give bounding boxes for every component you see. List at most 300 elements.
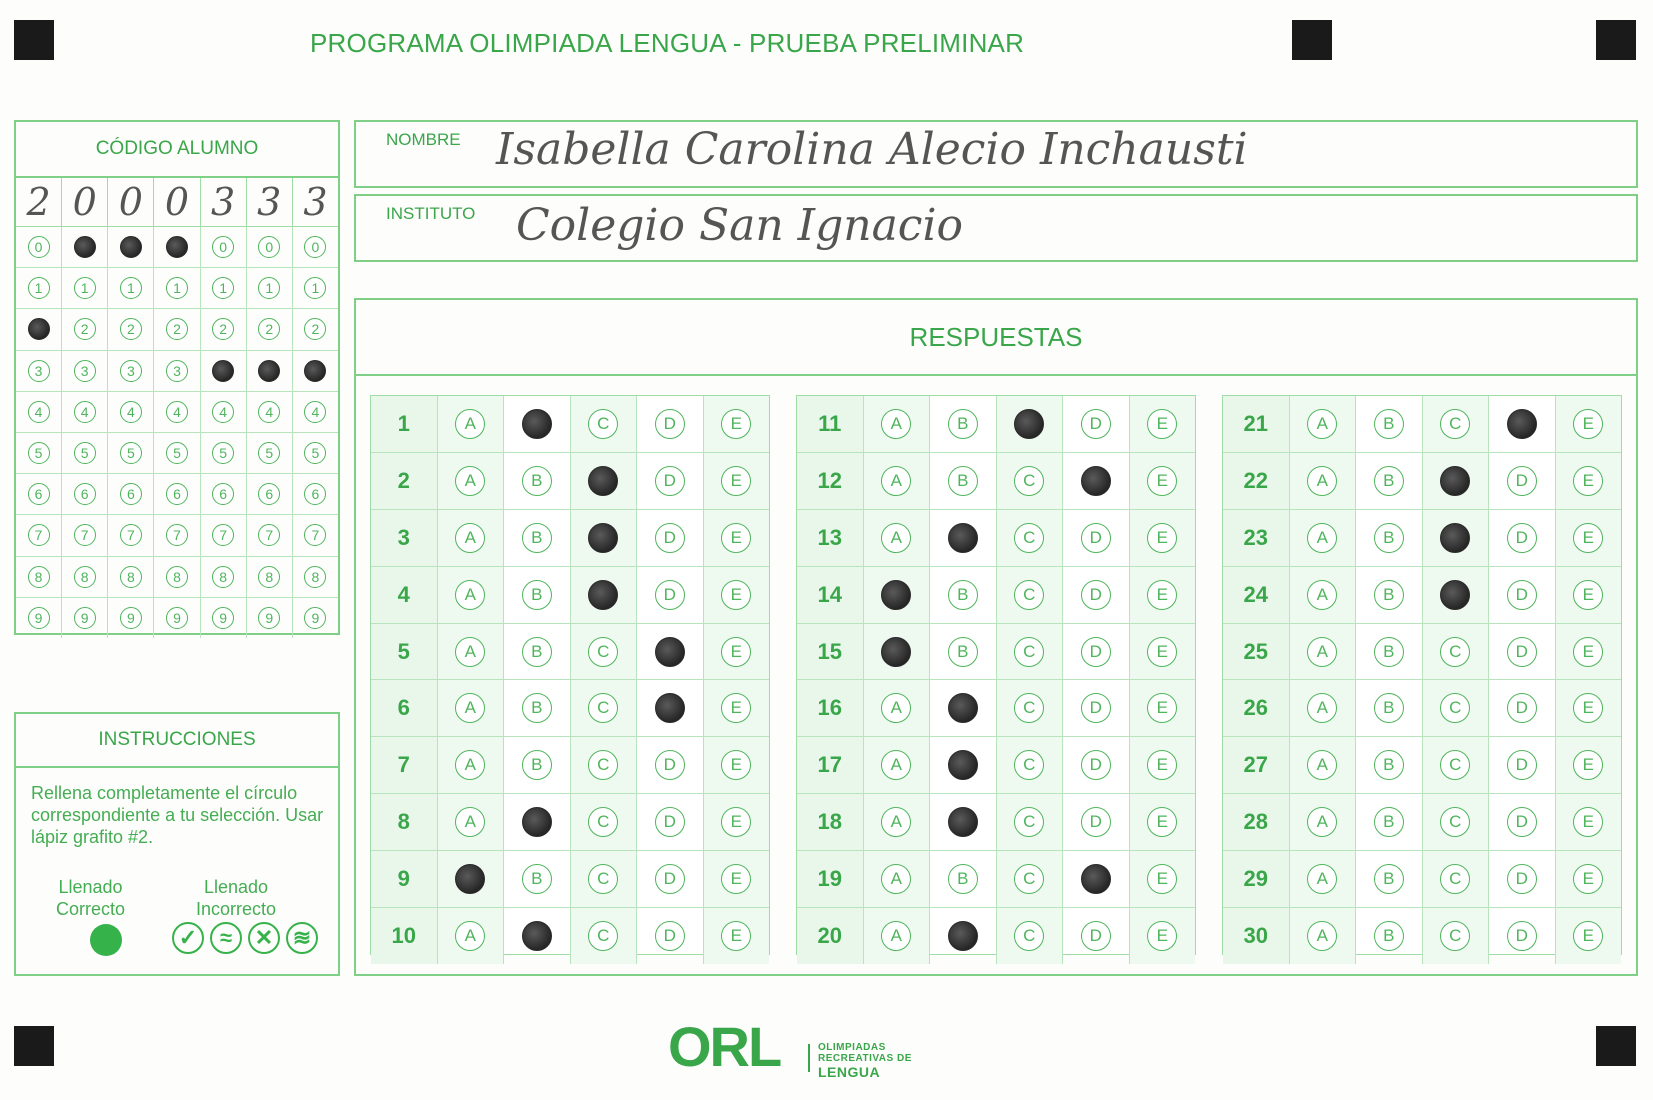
answer-option-bubble[interactable]: B [522, 466, 552, 496]
answer-option-cell [1423, 851, 1490, 907]
answer-option-cell [637, 737, 704, 793]
answer-option-bubble[interactable]: B [522, 750, 552, 780]
answer-option-bubble[interactable]: C [1014, 580, 1044, 610]
student-code-digit-bubble[interactable]: 8 [166, 566, 188, 588]
answer-option-bubble[interactable]: E [721, 807, 751, 837]
answer-option-bubble[interactable]: E [1573, 466, 1603, 496]
student-code-digit-bubble[interactable]: 3 [74, 360, 96, 382]
answer-option-bubble[interactable]: A [881, 750, 911, 780]
institute-field[interactable] [354, 194, 1638, 262]
answer-option-cell [864, 680, 931, 736]
student-code-digit-bubble[interactable]: 6 [304, 483, 326, 505]
student-code-digit-cell [201, 351, 247, 391]
answer-option-bubble[interactable] [1014, 409, 1044, 439]
student-code-digit-bubble[interactable]: 5 [258, 442, 280, 464]
answer-option-bubble[interactable] [881, 580, 911, 610]
answer-option-bubble[interactable] [948, 807, 978, 837]
answer-row [371, 510, 769, 567]
answer-option-bubble[interactable]: D [655, 807, 685, 837]
answer-option-bubble[interactable]: E [1573, 523, 1603, 553]
answer-option-bubble[interactable]: D [1507, 693, 1537, 723]
answer-option-bubble[interactable]: E [1573, 921, 1603, 951]
answer-option-bubble[interactable]: E [721, 523, 751, 553]
student-code-digit-row [16, 598, 338, 638]
student-code-digit-bubble[interactable]: 5 [212, 442, 234, 464]
answer-option-bubble[interactable]: A [881, 921, 911, 951]
student-code-digit-row [16, 268, 338, 309]
answer-option-cell [1063, 510, 1130, 566]
answer-option-cell [1356, 680, 1423, 736]
student-code-digit-bubble[interactable]: 9 [258, 607, 280, 629]
answer-option-cell [637, 453, 704, 509]
answer-option-cell [1556, 453, 1622, 509]
answer-option-bubble[interactable]: B [948, 864, 978, 894]
answer-option-bubble[interactable]: E [721, 409, 751, 439]
student-code-digit-bubble[interactable]: 8 [28, 566, 50, 588]
student-code-digit-bubble[interactable]: 5 [120, 442, 142, 464]
answer-option-bubble[interactable]: D [655, 523, 685, 553]
answer-option-bubble[interactable]: A [1307, 864, 1337, 894]
answer-option-bubble[interactable]: B [1374, 693, 1404, 723]
student-code-digit-bubble[interactable]: 5 [304, 442, 326, 464]
student-code-digit-bubble[interactable]: 0 [212, 236, 234, 258]
answer-option-bubble[interactable]: D [655, 466, 685, 496]
answer-option-bubble[interactable]: B [522, 580, 552, 610]
student-code-digit-cell [154, 433, 200, 473]
answer-option-bubble[interactable]: E [1147, 409, 1177, 439]
student-code-digit-bubble[interactable]: 9 [74, 607, 96, 629]
student-code-digit-bubble[interactable]: 2 [212, 318, 234, 340]
answer-option-bubble[interactable]: E [721, 580, 751, 610]
answer-option-bubble[interactable]: B [1374, 409, 1404, 439]
student-code-digit-bubble[interactable]: 7 [166, 524, 188, 546]
answer-option-cell [438, 510, 505, 566]
answer-row [797, 794, 1195, 851]
answer-option-bubble[interactable] [655, 637, 685, 667]
answer-option-bubble[interactable]: B [1374, 750, 1404, 780]
answer-option-bubble[interactable]: E [721, 693, 751, 723]
student-code-digit-bubble[interactable]: 2 [166, 318, 188, 340]
student-code-digit-bubble[interactable]: 4 [166, 401, 188, 423]
answer-option-bubble[interactable]: E [721, 750, 751, 780]
answer-option-bubble[interactable]: A [1307, 637, 1337, 667]
instructions-header: INSTRUCCIONES [16, 714, 338, 768]
student-code-digit-bubble[interactable]: 5 [74, 442, 96, 464]
answer-option-bubble[interactable]: A [1307, 580, 1337, 610]
answer-option-bubble[interactable]: A [455, 466, 485, 496]
answer-option-bubble[interactable]: E [1147, 864, 1177, 894]
student-code-digit-bubble[interactable]: 0 [28, 236, 50, 258]
student-code-digit-bubble[interactable]: 7 [28, 524, 50, 546]
question-number: 19 [797, 851, 864, 907]
answer-option-bubble[interactable]: D [1507, 466, 1537, 496]
answer-option-cell [1130, 737, 1196, 793]
answer-option-bubble[interactable]: A [881, 409, 911, 439]
answer-option-bubble[interactable]: C [1440, 750, 1470, 780]
answer-option-bubble[interactable]: D [1507, 580, 1537, 610]
orl-logo-line1: OLIMPIADAS [818, 1042, 886, 1053]
answer-option-bubble[interactable]: A [881, 466, 911, 496]
answer-option-bubble[interactable]: A [455, 580, 485, 610]
answer-option-bubble[interactable]: E [1147, 807, 1177, 837]
name-field[interactable] [354, 120, 1638, 188]
student-code-digit-cell [154, 309, 200, 349]
answer-option-bubble[interactable]: E [1147, 921, 1177, 951]
answer-option-bubble[interactable]: E [1147, 523, 1177, 553]
student-code-digit-bubble[interactable]: 3 [166, 360, 188, 382]
answer-option-bubble[interactable]: C [1014, 637, 1044, 667]
answer-option-cell [504, 794, 571, 850]
correct-fill-example-icon [90, 924, 122, 956]
correct-fill-label [56, 876, 125, 920]
answer-option-bubble[interactable]: C [588, 807, 618, 837]
answer-option-bubble[interactable]: B [1374, 580, 1404, 610]
student-code-digit-cell [201, 474, 247, 514]
answer-option-bubble[interactable] [948, 693, 978, 723]
answer-option-bubble[interactable]: E [721, 864, 751, 894]
question-number: 25 [1223, 624, 1290, 680]
answer-option-bubble[interactable]: E [721, 466, 751, 496]
student-code-digit-cell [247, 309, 293, 349]
answer-option-bubble[interactable]: D [1081, 580, 1111, 610]
question-number: 29 [1223, 851, 1290, 907]
student-code-digit-bubble[interactable]: 5 [28, 442, 50, 464]
answer-option-bubble[interactable]: E [1147, 466, 1177, 496]
answer-row [797, 680, 1195, 737]
answer-option-cell [864, 624, 931, 680]
answer-option-bubble[interactable]: E [1147, 637, 1177, 667]
answer-option-bubble[interactable]: B [522, 864, 552, 894]
answer-option-bubble[interactable] [655, 693, 685, 723]
answer-option-bubble[interactable]: B [1374, 523, 1404, 553]
student-code-digit-bubble[interactable]: 4 [304, 401, 326, 423]
answer-option-bubble[interactable]: D [1507, 523, 1537, 553]
student-code-digit-bubble[interactable]: 1 [304, 277, 326, 299]
answer-option-bubble[interactable]: B [1374, 466, 1404, 496]
answer-option-bubble[interactable]: A [455, 637, 485, 667]
student-code-digit-bubble[interactable]: 8 [304, 566, 326, 588]
student-code-digit-bubble[interactable]: 4 [74, 401, 96, 423]
student-code-digit-bubble[interactable]: 1 [120, 277, 142, 299]
answer-option-cell [438, 680, 505, 736]
answer-option-bubble[interactable]: E [1573, 637, 1603, 667]
student-code-digit-cell [293, 392, 338, 432]
student-code-digit-bubble[interactable]: 2 [74, 318, 96, 340]
answer-row [797, 510, 1195, 567]
answer-option-bubble[interactable]: A [881, 693, 911, 723]
student-code-digit-bubble[interactable]: 8 [258, 566, 280, 588]
answer-option-bubble[interactable] [1440, 466, 1470, 496]
answer-option-cell [704, 453, 770, 509]
question-number: 24 [1223, 567, 1290, 623]
answer-option-bubble[interactable] [1507, 409, 1537, 439]
answer-option-cell [438, 396, 505, 452]
student-code-digit-bubble[interactable]: 2 [304, 318, 326, 340]
student-code-digit-bubble[interactable]: 8 [120, 566, 142, 588]
answer-option-bubble[interactable]: B [948, 466, 978, 496]
student-code-digit-bubble[interactable] [212, 360, 234, 382]
answer-option-cell [997, 624, 1064, 680]
student-code-digit-bubble[interactable]: 1 [28, 277, 50, 299]
answer-option-cell [1423, 908, 1490, 964]
correct-fill-label-line2: Correcto [56, 899, 126, 919]
student-code-digit-bubble[interactable]: 6 [212, 483, 234, 505]
student-code-digit-bubble[interactable]: 7 [212, 524, 234, 546]
answer-option-bubble[interactable]: A [881, 807, 911, 837]
answer-option-bubble[interactable]: D [1081, 807, 1111, 837]
student-code-digit-bubble[interactable]: 9 [28, 607, 50, 629]
answer-option-bubble[interactable]: C [1014, 864, 1044, 894]
answer-option-bubble[interactable]: A [1307, 466, 1337, 496]
answer-option-bubble[interactable]: E [1573, 750, 1603, 780]
answer-option-bubble[interactable]: A [881, 864, 911, 894]
student-code-digit-bubble[interactable]: 9 [166, 607, 188, 629]
student-code-digit-bubble[interactable]: 3 [120, 360, 142, 382]
answer-option-bubble[interactable]: E [1147, 750, 1177, 780]
answer-option-bubble[interactable]: B [948, 409, 978, 439]
student-code-digit-bubble[interactable]: 6 [28, 483, 50, 505]
answer-option-bubble[interactable]: A [455, 523, 485, 553]
answer-option-bubble[interactable]: A [881, 523, 911, 553]
answer-option-bubble[interactable]: B [1374, 864, 1404, 894]
answer-option-bubble[interactable]: C [1440, 409, 1470, 439]
answer-option-bubble[interactable]: A [1307, 807, 1337, 837]
student-code-digit-cell [62, 433, 108, 473]
student-code-digit-bubble[interactable]: 7 [120, 524, 142, 546]
answer-option-bubble[interactable] [588, 580, 618, 610]
student-code-digit-bubble[interactable]: 6 [120, 483, 142, 505]
student-code-digit-bubble[interactable]: 4 [258, 401, 280, 423]
answer-option-bubble[interactable]: D [1507, 807, 1537, 837]
answer-option-bubble[interactable]: B [1374, 807, 1404, 837]
answer-option-bubble[interactable]: D [655, 750, 685, 780]
answer-option-cell [1556, 851, 1622, 907]
answer-option-bubble[interactable]: C [588, 864, 618, 894]
student-code-digit-bubble[interactable]: 2 [258, 318, 280, 340]
student-code-digit-cell [201, 515, 247, 555]
answer-option-bubble[interactable]: C [588, 409, 618, 439]
student-code-digit-bubble[interactable]: 4 [212, 401, 234, 423]
answer-option-bubble[interactable]: C [1014, 693, 1044, 723]
answer-option-cell [1356, 624, 1423, 680]
answer-option-bubble[interactable]: A [1307, 409, 1337, 439]
answer-option-bubble[interactable] [522, 807, 552, 837]
answer-option-cell [1489, 851, 1556, 907]
answer-option-bubble[interactable]: D [1507, 864, 1537, 894]
student-code-digit-bubble[interactable]: 4 [28, 401, 50, 423]
answer-option-bubble[interactable] [1081, 864, 1111, 894]
answer-option-bubble[interactable]: A [1307, 523, 1337, 553]
answer-option-bubble[interactable]: E [1573, 693, 1603, 723]
student-code-digit-bubble[interactable]: 3 [28, 360, 50, 382]
student-code-digit-cell [108, 557, 154, 597]
answer-option-cell [1130, 453, 1196, 509]
student-code-digit-row [16, 515, 338, 556]
answer-option-bubble[interactable]: E [1573, 807, 1603, 837]
student-code-digit-cell [293, 227, 338, 267]
answers-column-1 [370, 395, 770, 955]
answer-option-bubble[interactable]: B [948, 580, 978, 610]
answer-option-cell [504, 851, 571, 907]
answer-option-bubble[interactable]: E [721, 637, 751, 667]
student-code-digit-bubble[interactable]: 1 [258, 277, 280, 299]
answer-option-bubble[interactable]: D [1507, 637, 1537, 667]
student-code-digit-bubble[interactable]: 0 [304, 236, 326, 258]
answer-option-bubble[interactable] [455, 864, 485, 894]
student-code-digit-bubble[interactable]: 5 [166, 442, 188, 464]
answer-option-cell [997, 396, 1064, 452]
student-code-digit-bubble[interactable]: 7 [258, 524, 280, 546]
answer-option-bubble[interactable]: A [455, 409, 485, 439]
student-code-digit-bubble[interactable]: 6 [258, 483, 280, 505]
student-code-digit-bubble[interactable]: 1 [74, 277, 96, 299]
answer-option-bubble[interactable]: E [1573, 864, 1603, 894]
answer-option-bubble[interactable]: A [455, 921, 485, 951]
answer-option-bubble[interactable]: B [522, 693, 552, 723]
question-number: 5 [371, 624, 438, 680]
answer-option-bubble[interactable]: D [655, 409, 685, 439]
student-code-digit-cell [293, 598, 338, 638]
answer-option-bubble[interactable] [881, 637, 911, 667]
answer-option-bubble[interactable]: E [1573, 409, 1603, 439]
answer-row [371, 851, 769, 908]
answer-option-cell [930, 567, 997, 623]
answer-option-bubble[interactable]: A [455, 807, 485, 837]
student-code-digit-cell [108, 515, 154, 555]
answer-option-bubble[interactable]: A [455, 750, 485, 780]
answer-option-bubble[interactable] [588, 523, 618, 553]
student-code-digit-bubble[interactable]: 9 [212, 607, 234, 629]
answer-option-bubble[interactable] [948, 921, 978, 951]
answer-option-bubble[interactable]: C [1440, 807, 1470, 837]
student-code-digit-bubble[interactable] [120, 236, 142, 258]
question-number: 9 [371, 851, 438, 907]
question-number: 3 [371, 510, 438, 566]
answer-option-bubble[interactable]: D [1081, 750, 1111, 780]
answer-option-bubble[interactable]: D [1081, 921, 1111, 951]
answer-option-bubble[interactable]: C [1440, 921, 1470, 951]
student-code-digit-bubble[interactable]: 7 [74, 524, 96, 546]
answer-option-cell [1489, 567, 1556, 623]
answer-option-bubble[interactable]: C [1014, 807, 1044, 837]
answer-option-cell [1423, 624, 1490, 680]
answer-option-bubble[interactable]: D [1507, 750, 1537, 780]
student-code-digit-row [16, 309, 338, 350]
answer-option-bubble[interactable]: D [655, 580, 685, 610]
answer-option-bubble[interactable]: C [1440, 637, 1470, 667]
student-code-digit-bubble[interactable]: 1 [166, 277, 188, 299]
student-code-digit-bubble[interactable] [28, 318, 50, 340]
answer-option-bubble[interactable] [1440, 580, 1470, 610]
student-code-digit-bubble[interactable]: 6 [74, 483, 96, 505]
answer-option-bubble[interactable]: E [1147, 693, 1177, 723]
answer-option-bubble[interactable]: A [1307, 921, 1337, 951]
student-code-digit-bubble[interactable]: 2 [120, 318, 142, 340]
answer-option-bubble[interactable]: C [588, 921, 618, 951]
student-code-digit-cell [16, 598, 62, 638]
answer-option-bubble[interactable] [522, 921, 552, 951]
student-code-digit-bubble[interactable]: 9 [304, 607, 326, 629]
answer-option-bubble[interactable] [1440, 523, 1470, 553]
student-code-digit-bubble[interactable] [258, 360, 280, 382]
answer-option-bubble[interactable]: C [1014, 921, 1044, 951]
answer-row [1223, 453, 1621, 510]
student-code-digit-bubble[interactable]: 6 [166, 483, 188, 505]
student-code-digit-bubble[interactable] [304, 360, 326, 382]
answer-option-bubble[interactable]: B [1374, 921, 1404, 951]
answer-option-bubble[interactable]: D [1507, 921, 1537, 951]
answer-option-bubble[interactable]: C [1014, 523, 1044, 553]
answer-option-bubble[interactable]: E [1147, 580, 1177, 610]
answer-option-cell [1063, 851, 1130, 907]
answer-option-bubble[interactable]: D [655, 864, 685, 894]
answer-option-bubble[interactable]: C [1014, 466, 1044, 496]
student-code-digit-bubble[interactable]: 1 [212, 277, 234, 299]
answer-option-bubble[interactable]: C [588, 637, 618, 667]
answer-option-bubble[interactable]: A [455, 693, 485, 723]
check-mark-fill-icon: ✓ [172, 922, 204, 954]
student-code-digit-bubble[interactable]: 0 [258, 236, 280, 258]
answer-option-bubble[interactable]: D [655, 921, 685, 951]
student-code-digit-bubble[interactable]: 8 [74, 566, 96, 588]
answer-option-bubble[interactable]: E [721, 921, 751, 951]
answer-option-bubble[interactable]: E [1573, 580, 1603, 610]
answer-option-bubble[interactable] [588, 466, 618, 496]
student-code-digit-bubble[interactable] [74, 236, 96, 258]
answer-option-cell [1489, 396, 1556, 452]
answer-option-cell [704, 908, 770, 964]
answer-option-bubble[interactable]: A [1307, 693, 1337, 723]
answer-option-bubble[interactable] [948, 523, 978, 553]
student-code-handwritten-digit: 0 [154, 178, 200, 226]
answer-option-bubble[interactable]: D [1081, 693, 1111, 723]
answer-option-bubble[interactable] [522, 409, 552, 439]
student-code-handwritten-digit: 3 [303, 180, 328, 224]
answer-option-bubble[interactable] [948, 750, 978, 780]
student-code-digit-row [16, 557, 338, 598]
answer-option-bubble[interactable] [1081, 466, 1111, 496]
answer-option-cell [1356, 453, 1423, 509]
answer-option-bubble[interactable]: C [1014, 750, 1044, 780]
answer-option-bubble[interactable]: A [1307, 750, 1337, 780]
answer-option-cell [704, 624, 770, 680]
answer-option-bubble[interactable]: C [1440, 864, 1470, 894]
student-code-digit-bubble[interactable]: 7 [304, 524, 326, 546]
answer-option-bubble[interactable]: D [1081, 637, 1111, 667]
answer-option-bubble[interactable]: B [948, 637, 978, 667]
answer-option-bubble[interactable]: B [522, 523, 552, 553]
answer-option-bubble[interactable]: C [588, 693, 618, 723]
institute-handwritten-value: Colegio San Ignacio [516, 200, 964, 251]
answer-option-bubble[interactable]: D [1081, 409, 1111, 439]
student-code-digit-cell [16, 309, 62, 349]
student-code-digit-bubble[interactable] [166, 236, 188, 258]
answer-row [1223, 851, 1621, 908]
answer-option-bubble[interactable]: C [588, 750, 618, 780]
answer-option-bubble[interactable]: D [1081, 523, 1111, 553]
student-code-digit-bubble[interactable]: 4 [120, 401, 142, 423]
student-code-digit-bubble[interactable]: 9 [120, 607, 142, 629]
student-code-handwritten-digit: 2 [16, 178, 62, 226]
student-code-digit-cell [62, 227, 108, 267]
answer-option-cell [1130, 510, 1196, 566]
answer-option-cell [704, 851, 770, 907]
student-code-digit-cell [108, 474, 154, 514]
answer-option-bubble[interactable]: B [522, 637, 552, 667]
student-code-digit-bubble[interactable]: 8 [212, 566, 234, 588]
answer-option-bubble[interactable]: B [1374, 637, 1404, 667]
answer-option-bubble[interactable]: C [1440, 693, 1470, 723]
